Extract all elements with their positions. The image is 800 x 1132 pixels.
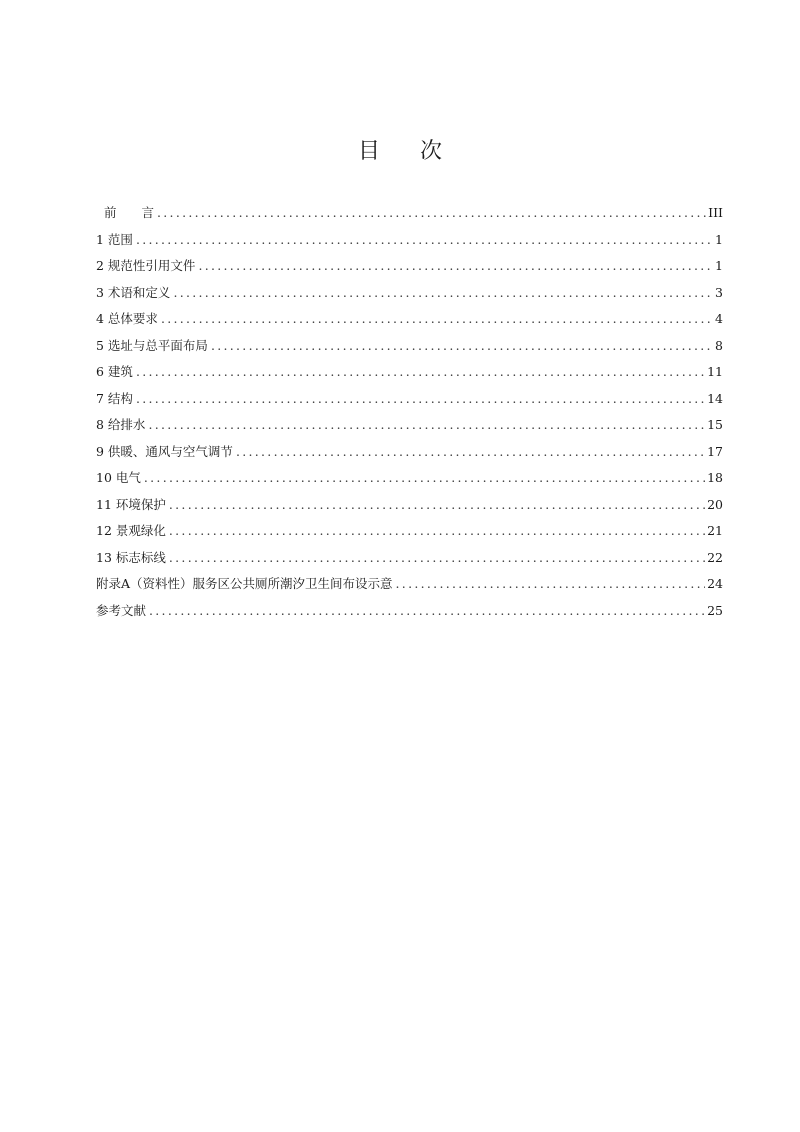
toc-entry-label: 12 景观绿化 bbox=[96, 523, 166, 538]
toc-entry-preface[interactable] bbox=[96, 200, 723, 227]
toc-entry-page: 25 bbox=[707, 602, 723, 618]
toc-entry-label: 7 结构 bbox=[96, 390, 133, 406]
toc-entry-scope[interactable] bbox=[96, 227, 723, 254]
toc-entry-label: 4 总体要求 bbox=[96, 311, 158, 326]
toc-entry-page: 24 bbox=[707, 576, 723, 591]
toc-entry-label: 11 环境保护 bbox=[96, 496, 166, 512]
toc-entry-normative-references[interactable] bbox=[96, 253, 723, 280]
toc-entry-site-layout[interactable] bbox=[96, 333, 723, 360]
toc-entry-electrical[interactable] bbox=[96, 465, 723, 492]
toc-entry-page: 11 bbox=[707, 364, 723, 379]
title-char-2: 次 bbox=[420, 139, 443, 164]
toc-entry-label: 2 规范性引用文件 bbox=[96, 258, 196, 273]
toc-entry-label: 3 术语和定义 bbox=[96, 284, 171, 300]
toc-entry-hvac[interactable] bbox=[96, 439, 723, 466]
toc-leader-dots bbox=[148, 412, 705, 439]
toc-entry-environmental-protection[interactable] bbox=[96, 492, 723, 519]
toc-entry-general-requirements[interactable] bbox=[96, 306, 723, 333]
toc-entry-label: 13 标志标线 bbox=[96, 549, 166, 565]
toc-leader-dots bbox=[149, 598, 705, 625]
toc-entry-label: 5 选址与总平面布局 bbox=[96, 337, 208, 353]
toc-entry-page: 22 bbox=[707, 549, 723, 565]
toc-entry-appendix-a[interactable] bbox=[96, 571, 723, 598]
toc-entry-page: 14 bbox=[707, 390, 723, 406]
toc-entry-page: 8 bbox=[715, 337, 723, 353]
toc-entry-page: 21 bbox=[707, 523, 723, 538]
toc-entry-page: 20 bbox=[707, 496, 723, 512]
toc-entry-label: 前 言 bbox=[104, 205, 155, 220]
toc-entry-label: 附录A（资料性）服务区公共厕所潮汐卫生间布设示意 bbox=[96, 576, 393, 591]
toc-leader-dots bbox=[136, 359, 705, 386]
toc-entry-terms[interactable] bbox=[96, 280, 723, 307]
toc-entry-label: 参考文献 bbox=[96, 602, 147, 618]
toc-leader-dots bbox=[169, 518, 705, 545]
toc-leader-dots bbox=[144, 465, 705, 492]
toc-leader-dots bbox=[136, 386, 705, 413]
toc-entry-label: 6 建筑 bbox=[96, 364, 133, 379]
toc-leader-dots bbox=[396, 571, 706, 598]
toc-leader-dots bbox=[198, 253, 713, 280]
page-title bbox=[0, 136, 800, 168]
toc-leader-dots bbox=[211, 333, 713, 360]
toc-entry-bibliography[interactable] bbox=[96, 598, 723, 625]
toc-leader-dots bbox=[157, 200, 706, 227]
toc-entry-signage-markings[interactable] bbox=[96, 545, 723, 572]
toc-leader-dots bbox=[161, 306, 713, 333]
toc-leader-dots bbox=[173, 280, 713, 307]
toc-entry-architecture[interactable] bbox=[96, 359, 723, 386]
toc-entry-label: 10 电气 bbox=[96, 470, 141, 485]
toc-entry-label: 9 供暖、通风与空气调节 bbox=[96, 443, 233, 459]
toc-entry-water-supply-drainage[interactable] bbox=[96, 412, 723, 439]
toc-entry-page: 17 bbox=[707, 443, 723, 459]
toc-leader-dots bbox=[169, 545, 705, 572]
toc-entry-page: III bbox=[708, 205, 723, 220]
title-char-1: 目 bbox=[357, 139, 380, 164]
table-of-contents bbox=[96, 200, 723, 624]
toc-entry-page: 18 bbox=[707, 470, 723, 485]
toc-entry-page: 1 bbox=[715, 231, 723, 247]
toc-entry-structure[interactable] bbox=[96, 386, 723, 413]
toc-entry-landscaping[interactable] bbox=[96, 518, 723, 545]
toc-entry-page: 15 bbox=[707, 417, 723, 432]
toc-leader-dots bbox=[236, 439, 705, 466]
toc-entry-label: 8 给排水 bbox=[96, 417, 146, 432]
toc-entry-page: 4 bbox=[715, 311, 723, 326]
toc-leader-dots bbox=[169, 492, 705, 519]
toc-entry-label: 1 范围 bbox=[96, 231, 133, 247]
toc-entry-page: 3 bbox=[715, 284, 723, 300]
toc-leader-dots bbox=[136, 227, 713, 254]
toc-entry-page: 1 bbox=[715, 258, 723, 273]
